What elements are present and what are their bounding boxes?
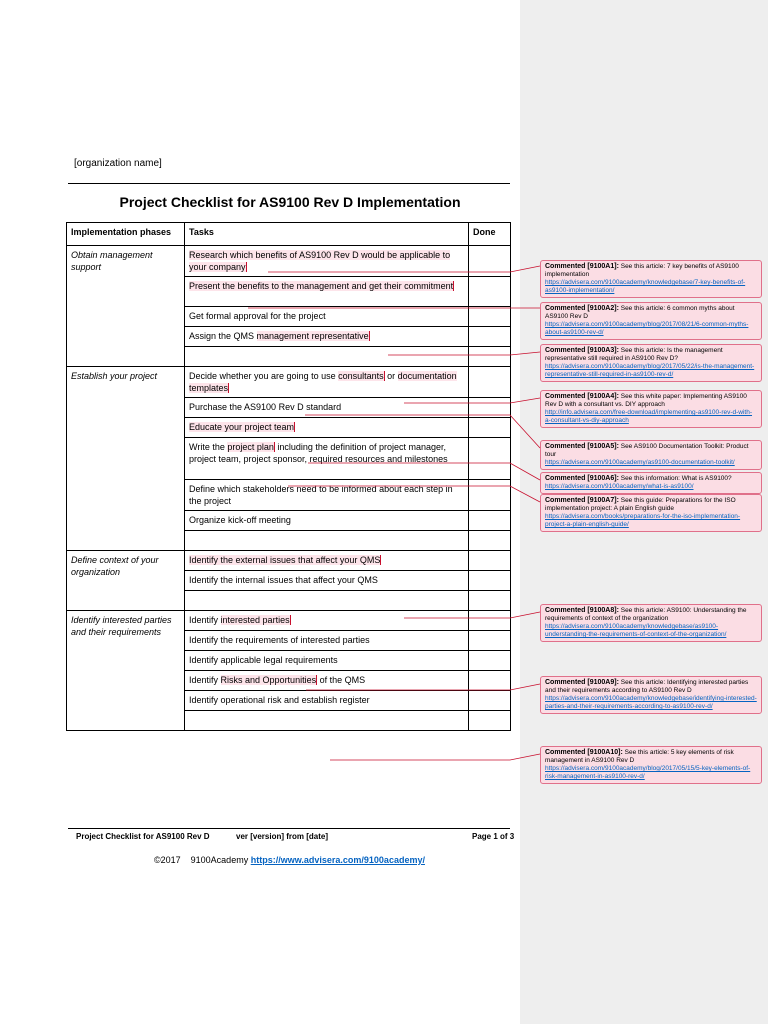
comment-link[interactable]: https://advisera.com/books/preparations-for-the-iso-implementation-project-a-plain-english-guide/ [545,513,741,528]
comment-text: See this article: 5 key elements of risk management in AS9100 Rev D [545,749,734,764]
comment-anchor-8[interactable]: Identify the external issues that affect your QMS [189,555,381,565]
footer-page-number: Page 1 of 3 [472,832,515,841]
done-checkbox-cell[interactable] [469,691,511,711]
comment-label: Commented [9100A1]: [545,263,619,270]
comment-balloon-7[interactable] [540,494,762,532]
comment-label: Commented [9100A6]: [545,475,619,482]
comment-text: See this information: What is AS9100? [620,475,732,482]
task-cell: Identify interested parties [185,611,469,631]
comment-link[interactable]: https://advisera.com/9100academy/blog/2017/05/15/5-key-elements-of-risk-management-in-as9100-rev-d/ [545,765,751,780]
footer-copyright [154,855,425,865]
done-checkbox-cell[interactable] [469,418,511,438]
comment-anchor-5[interactable]: documentation templates [189,371,457,393]
task-cell: Identify operational risk and establish register [185,691,469,711]
comment-balloon-4[interactable] [540,390,762,428]
done-checkbox-cell[interactable] [469,671,511,691]
comment-label: Commented [9100A2]: [545,305,619,312]
comment-text: See this article: Identifying interested parties and their requirements according to AS9100 Rev D [545,679,749,694]
task-cell [185,531,469,551]
done-checkbox-cell[interactable] [469,347,511,367]
comment-anchor-6[interactable]: Educate your project team [189,422,295,432]
comment-text: See AS9100 Documentation Toolkit: Product tour [545,443,749,458]
task-cell [185,551,469,571]
comment-anchor-3[interactable]: management representative [256,331,369,341]
done-checkbox-cell[interactable] [469,531,511,551]
task-prefix: Assign the QMS [189,331,257,341]
comment-text: See this white paper: Implementing AS9100 Rev D with a consultant vs. DIY approach [545,393,747,408]
comment-balloon-8[interactable] [540,604,762,642]
comment-label: Commented [9100A3]: [545,347,619,354]
task-cell: Define which stakeholders need to be informed about each step in the project [185,480,469,511]
footer-doc-title: Project Checklist for AS9100 Rev D [76,832,210,841]
done-checkbox-cell[interactable] [469,651,511,671]
task-cell [185,418,469,438]
task-cell [185,246,469,277]
task-cell [185,347,469,367]
task-cell [185,591,469,611]
comment-label: Commented [9100A4]: [545,393,619,400]
task-cell: Identify Risks and Opportunities of the QMS [185,671,469,691]
comment-label: Commented [9100A8]: [545,607,619,614]
comment-link[interactable]: https://advisera.com/9100academy/as9100-documentation-toolkit/ [545,459,735,466]
comment-anchor-7[interactable]: project plan [227,442,274,452]
comment-link[interactable]: https://advisera.com/9100academy/blog/2017/05/22/is-the-management-representative-still-required-in-as9100-rev-d/ [545,363,755,378]
phase-cell: Define context of your organization [67,551,185,611]
table-row [67,611,511,631]
task-cell: Get formal approval for the project [185,307,469,327]
document-title: Project Checklist for AS9100 Rev D Implementation [119,194,461,210]
comment-label: Commented [9100A10]: [545,749,623,756]
done-checkbox-cell[interactable] [469,611,511,631]
comment-balloon-10[interactable] [540,746,762,784]
done-checkbox-cell[interactable] [469,511,511,531]
done-checkbox-cell[interactable] [469,307,511,327]
done-checkbox-cell[interactable] [469,571,511,591]
done-checkbox-cell[interactable] [469,246,511,277]
comment-label: Commented [9100A5]: [545,443,619,450]
task-cell: Write the project plan including the definition of project manager, project team, project sponsor, required resources and milestones [185,438,469,480]
comment-link[interactable]: https://advisera.com/9100academy/blog/2017/08/21/6-common-myths-about-as9100-rev-d/ [545,321,749,336]
comment-text: See this article: 7 key benefits of AS9100 implementation [545,263,739,278]
comment-balloon-1[interactable] [540,260,762,298]
done-checkbox-cell[interactable] [469,327,511,347]
task-cell: Identify applicable legal requirements [185,651,469,671]
task-cell: Purchase the AS9100 Rev D standard [185,398,469,418]
header-tasks: Tasks [185,223,469,246]
table-row [67,551,511,571]
phase-cell: Obtain management support [67,246,185,367]
done-checkbox-cell[interactable] [469,277,511,307]
comment-text: See this article: 6 common myths about AS9100 Rev D [545,305,735,320]
comment-label: Commented [9100A7]: [545,497,619,504]
checklist-table [66,222,511,731]
comment-balloon-5[interactable] [540,440,762,470]
comment-anchor-10[interactable]: Risks and Opportunities [220,675,317,685]
comment-link[interactable]: https://advisera.com/9100academy/knowledgebase/as9100-understanding-the-requirements-of-context-of-the-organization/ [545,623,727,638]
task-cell: Organize kick-off meeting [185,511,469,531]
done-checkbox-cell[interactable] [469,551,511,571]
academy-link[interactable]: https://www.advisera.com/9100academy/ [250,855,425,865]
phase-cell: Establish your project [67,367,185,551]
comment-link[interactable]: https://advisera.com/9100academy/knowledgebase/identifying-interested-parties-and-their-requirements-according-to-as9100-rev-d/ [545,695,757,710]
footer-rule [68,828,510,829]
done-checkbox-cell[interactable] [469,367,511,398]
footer-version: ver [version] from [date] [236,832,329,841]
task-cell [185,711,469,731]
header-rule [68,183,510,184]
comment-link[interactable]: http://info.advisera.com/free-download/implementing-as9100-rev-d-with-a-consultant-vs-diy-approach [545,409,753,424]
task-cell [185,277,469,307]
done-checkbox-cell[interactable] [469,591,511,611]
done-checkbox-cell[interactable] [469,480,511,511]
header-phases: Implementation phases [67,223,185,246]
table-row [67,367,511,398]
done-checkbox-cell[interactable] [469,711,511,731]
comment-balloon-2[interactable] [540,302,762,340]
table-header-row [67,223,511,246]
header-done: Done [469,223,511,246]
comment-anchor-9[interactable]: interested parties [220,615,290,625]
done-checkbox-cell[interactable] [469,631,511,651]
comment-text: See this article: AS9100: Understanding the requirements of context of the organization [545,607,747,622]
comment-link[interactable]: https://advisera.com/9100academy/knowledgebase/7-key-benefits-of-as9100-implementation/ [545,279,746,294]
task-cell: Identify the internal issues that affect your QMS [185,571,469,591]
comment-balloon-3[interactable] [540,344,762,382]
comment-text: See this article: Is the management representative still required in AS9100 Rev D? [545,347,723,362]
task-cell: Decide whether you are going to use consultants or documentation templates [185,367,469,398]
comment-label: Commented [9100A9]: [545,679,619,686]
done-checkbox-cell[interactable] [469,398,511,418]
comment-anchor-4[interactable]: consultants [338,371,384,381]
comment-text: See this guide: Preparations for the ISO implementation project: A plain English guide [545,497,736,512]
phase-cell: Identify interested parties and their requirements [67,611,185,731]
organization-name: [organization name] [74,158,162,169]
task-cell: Identify the requirements of interested parties [185,631,469,651]
comment-anchor-1[interactable]: Research which benefits of AS9100 Rev D would be applicable to your company [189,250,451,272]
done-checkbox-cell[interactable] [469,438,511,480]
table-row [67,246,511,277]
task-cell [185,327,469,347]
copyright-text: ©2017 9100Academy [154,855,249,865]
comment-link[interactable]: https://advisera.com/9100academy/what-is-as9100/ [545,483,694,490]
comment-anchor-2[interactable]: Present the benefits to the management and get their commitment [189,281,454,291]
comment-balloon-6[interactable] [540,472,762,494]
comment-balloon-9[interactable] [540,676,762,714]
